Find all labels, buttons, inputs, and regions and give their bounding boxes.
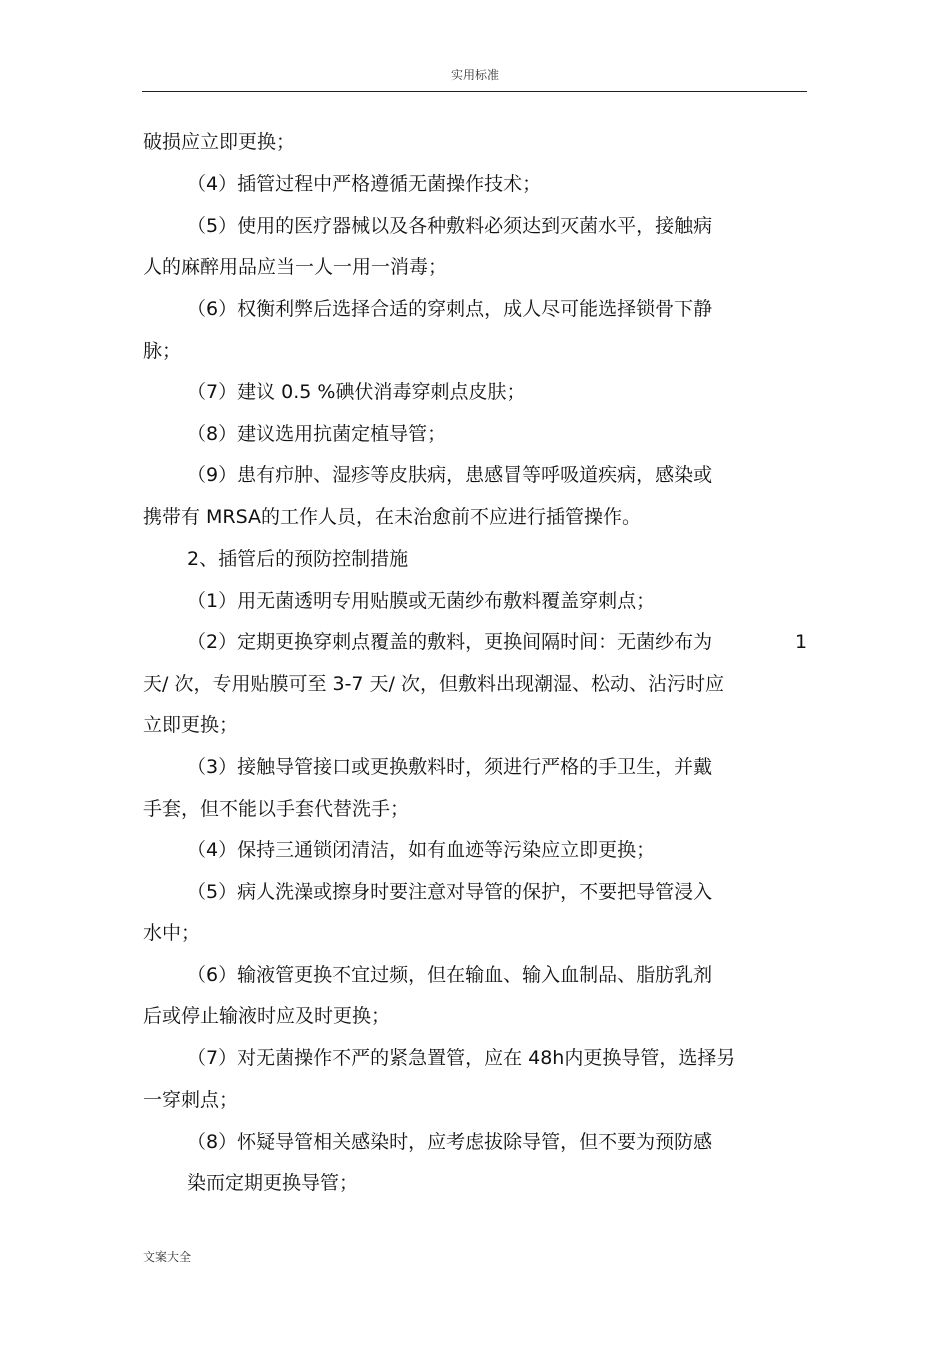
text-line: （7）建议 0.5 %碘伏消毒穿刺点皮肤； (187, 381, 526, 403)
text-line: 立即更换； (143, 714, 239, 736)
text-line: 破损应立即更换； (143, 131, 296, 153)
text-line: （5）病人洗澡或擦身时要注意对导管的保护，不要把导管浸入 (187, 881, 713, 903)
text-line: （8）怀疑导管相关感染时，应考虑拔除导管，但不要为预防感 (187, 1131, 713, 1153)
text-line: （2）定期更换穿刺点覆盖的敷料，更换间隔时间：无菌纱布为 (187, 631, 713, 653)
text-line: （9）患有疖肿、湿疹等皮肤病，患感冒等呼吸道疾病，感染或 (187, 464, 713, 486)
header-rule (142, 91, 807, 92)
page-header: 实用标准 (450, 68, 499, 82)
text-line: （4）插管过程中严格遵循无菌操作技术； (187, 173, 542, 195)
text-line: （3）接触导管接口或更换敷料时，须进行严格的手卫生，并戴 (187, 756, 713, 778)
text-line: 染而定期更换导管； (187, 1172, 359, 1194)
text-line: 手套，但不能以手套代替洗手； (143, 798, 410, 820)
text-line: 后或停止输液时应及时更换； (143, 1005, 391, 1027)
text-line: 人的麻醉用品应当一人一用一消毒； (143, 256, 448, 278)
text-line: 1 (795, 631, 808, 653)
section-heading: 2、插管后的预防控制措施 (187, 548, 409, 570)
text-line: （4）保持三通锁闭清洁，如有血迹等污染应立即更换； (187, 839, 656, 861)
text-line: （5）使用的医疗器械以及各种敷料必须达到灭菌水平，接触病 (187, 215, 713, 237)
text-line: 一穿刺点； (143, 1089, 239, 1111)
text-line: 脉； (143, 340, 182, 362)
text-line: （1）用无菌透明专用贴膜或无菌纱布敷料覆盖穿刺点； (187, 590, 656, 612)
text-line: 携带有 MRSA的工作人员，在未治愈前不应进行插管操作。 (143, 506, 642, 528)
text-line: 水中； (143, 922, 201, 944)
text-line: 天/ 次，专用贴膜可至 3-7 天/ 次，但敷料出现潮湿、松动、沾污时应 (143, 673, 724, 695)
text-line: （8）建议选用抗菌定植导管； (187, 423, 447, 445)
text-line: （6）权衡利弊后选择合适的穿刺点，成人尽可能选择锁骨下静 (187, 298, 713, 320)
text-line: （7）对无菌操作不严的紧急置管，应在 48h内更换导管，选择另 (187, 1047, 736, 1069)
page-footer: 文案大全 (143, 1250, 192, 1264)
text-line: （6）输液管更换不宜过频，但在输血、输入血制品、脂肪乳剂 (187, 964, 713, 986)
